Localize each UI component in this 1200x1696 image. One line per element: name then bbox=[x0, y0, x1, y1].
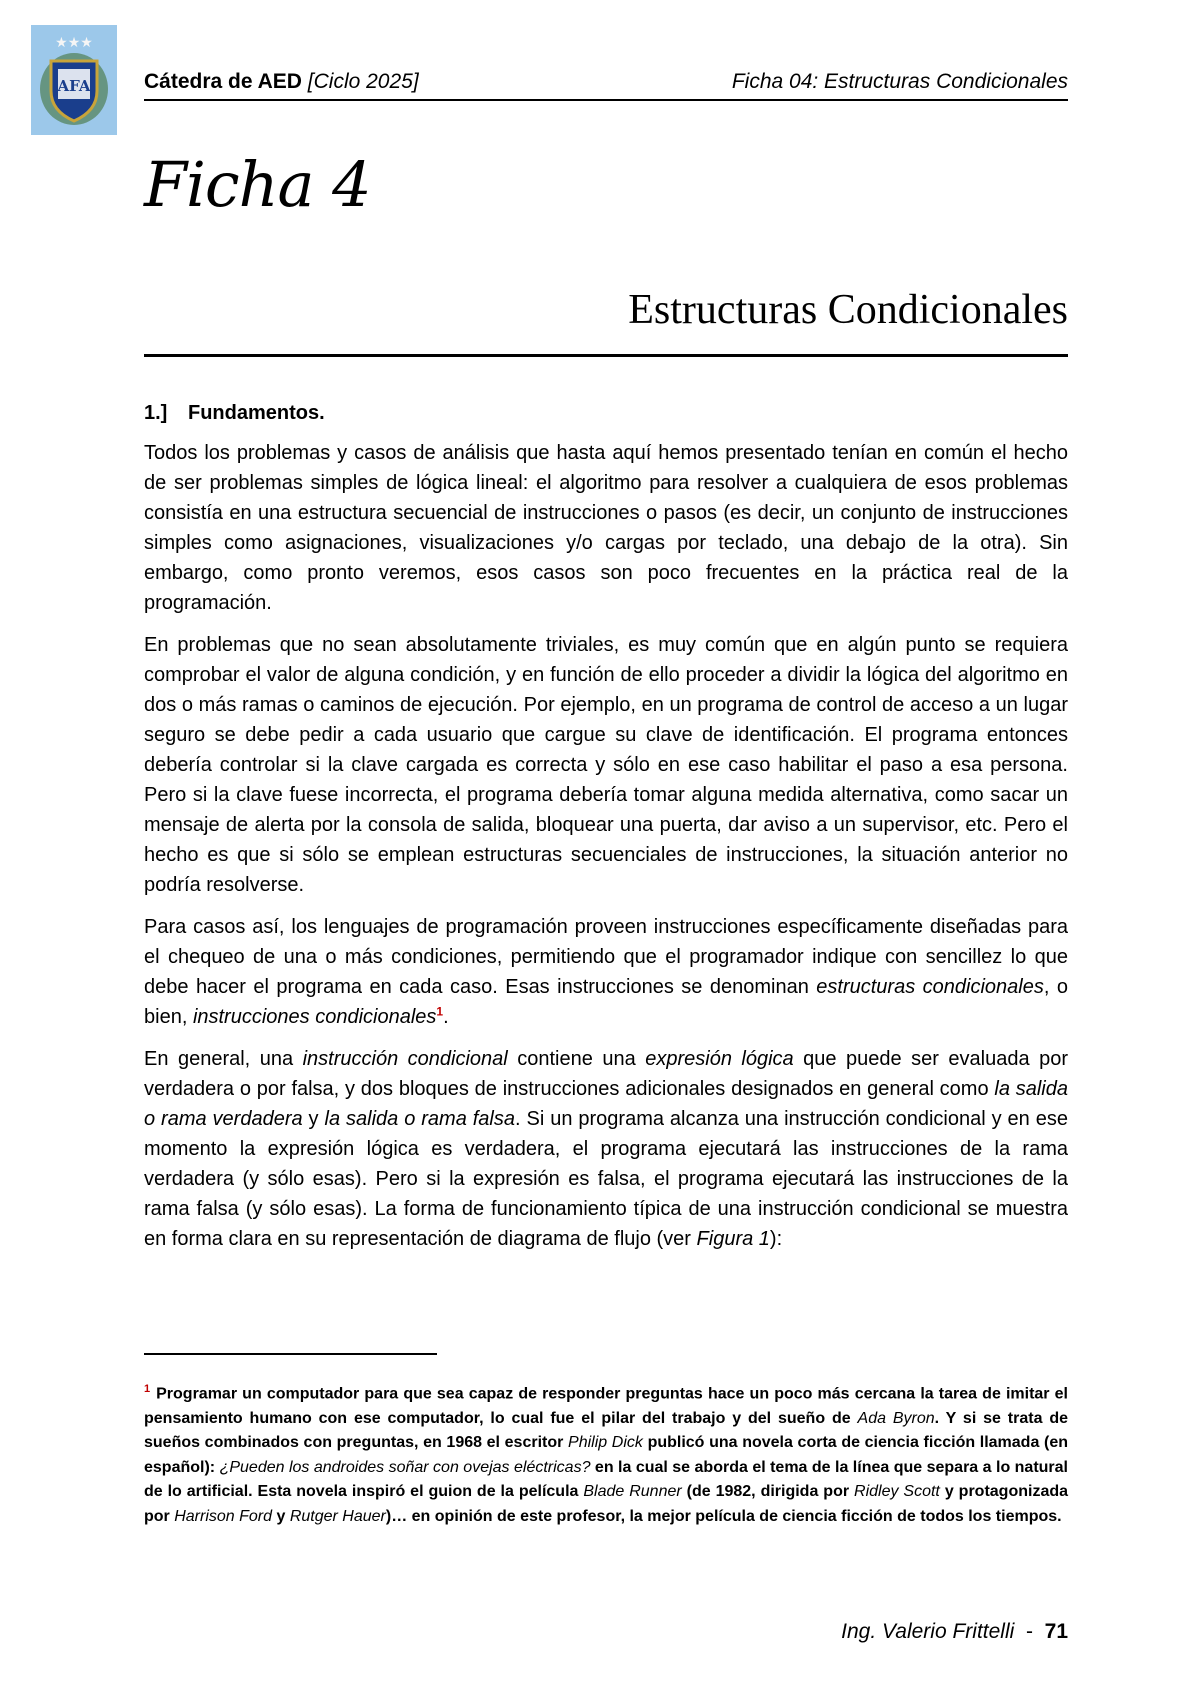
paragraph-3: Para casos así, los lenguajes de programación proveen instrucciones específicamente diseñadas para el chequeo de una o más condiciones, permitiendo que el programador indique con sencillez lo que debe hacer el programa en cada caso. Esas instrucciones se denominan estructuras condicionales, o bien, instrucciones condicionales$^1$. bbox=[144, 916, 1068, 1028]
paragraph-2: En problemas que no sean absolutamente triviales, es muy común que en algún punto se requiera comprobar el valor de alguna condición, y en función de ello proceder a dividir la lógica del algoritmo en dos o más ramas o caminos de ejecución. Por ejemplo, en un programa de control de acceso a un lugar seguro se debe pedir a cada usuario que cargue su clave de identificación. El programa entonces debería controlar si la clave cargada es correcta y sólo en ese caso habilitar el paso a esa persona. Pero si la clave fuese incorrecta, el programa debería tomar alguna medida alternativa, como sacar un mensaje de alerta por la consola de salida, bloquear una puerta, dar aviso a un supervisor, etc. Pero el hecho es que si sólo se emplean estructuras secuenciales de instrucciones, la situación anterior no podría resolverse. bbox=[144, 634, 1068, 896]
logo-text: AFA bbox=[57, 77, 91, 95]
footer-separator: - bbox=[1014, 1620, 1045, 1643]
footnote-ref[interactable]: 1 bbox=[436, 1004, 444, 1019]
header-course: Cátedra de AED [Ciclo 2025] bbox=[144, 70, 419, 93]
header-cycle: [Ciclo 2025] bbox=[307, 70, 419, 93]
header-divider bbox=[144, 99, 1068, 101]
chapter-title: Estructuras Condicionales bbox=[628, 287, 1068, 333]
ficha-title: Ficha 4 bbox=[144, 148, 371, 221]
footer-author: Ing. Valerio Frittelli bbox=[841, 1620, 1015, 1643]
paragraph-4: En general, una instrucción condicional contiene una expresión lógica que puede ser evaluada por verdadera o por falsa, y dos bloques de instrucciones adicionales designados en general como la salida o rama verdadera y la salida o rama falsa. Si un programa alcanza una instrucción condicional y en ese momento la expresión lógica es verdadera, el programa ejecutará las instrucciones de la rama verdadera (y sólo esas). Pero si la expresión es falsa, el programa ejecutará las instrucciones de la rama falsa (y sólo esas). La forma de funcionamiento típica de una instrucción condicional se muestra en forma clara en su representación de diagrama de flujo (ver Figura 1): bbox=[144, 1048, 1069, 1250]
section-heading-text: Fundamentos. bbox=[188, 402, 325, 424]
page-number: 71 bbox=[1044, 1620, 1068, 1643]
header-chapter: Ficha 04: Estructuras Condicionales bbox=[731, 70, 1068, 93]
footnote-divider bbox=[144, 1353, 437, 1355]
logo-stars: ★★★ bbox=[55, 35, 93, 51]
page-header bbox=[144, 70, 1068, 98]
footnote: $^1$ Programar un computador para que sea capaz de responder preguntas hace un poco más cercana la tarea de imitar el pensamiento humano con ese computador, lo cual fue el pilar del trabajo y del sueño de Ada Byron. Y si se trata de sueños combinados con preguntas, en 1968 el escritor Philip Dick publicó una novela corta de ciencia ficción llamada (en español): ¿Pueden los androides soñar con ovejas eléctricas? en la cual se aborda el tema de la línea que separa a lo natural de lo artificial. Esta novela inspiró el guion de la película Blade Runner (de 1982, dirigida por Ridley Scott y protagonizada por Harrison Ford y Rutger Hauer)… en opinión de este profesor, la mejor película de ciencia ficción de todos los tiempos. bbox=[144, 1383, 1069, 1525]
section-number: 1.] bbox=[144, 402, 168, 424]
document-body bbox=[144, 398, 1068, 1266]
paragraph-1: Todos los problemas y casos de análisis que hasta aquí hemos presentado tenían en común el hecho de ser problemas simples de lógica lineal: el algoritmo para resolver a cualquiera de esos problemas consistía en una estructura secuencial de instrucciones o pasos (es decir, un conjunto de instrucciones simples como asignaciones, visualizaciones y/o cargas por teclado, una debajo de la otra). Sin embargo, como pronto veremos, esos casos son poco frecuentes en la práctica real de la programación. bbox=[144, 442, 1068, 614]
section-heading bbox=[144, 398, 1068, 428]
footnote-number: 1 bbox=[144, 1383, 151, 1395]
page-footer bbox=[841, 1620, 1068, 1644]
title-divider bbox=[144, 354, 1068, 357]
afa-logo bbox=[31, 25, 117, 135]
figure-reference: Figura 1 bbox=[696, 1228, 770, 1250]
